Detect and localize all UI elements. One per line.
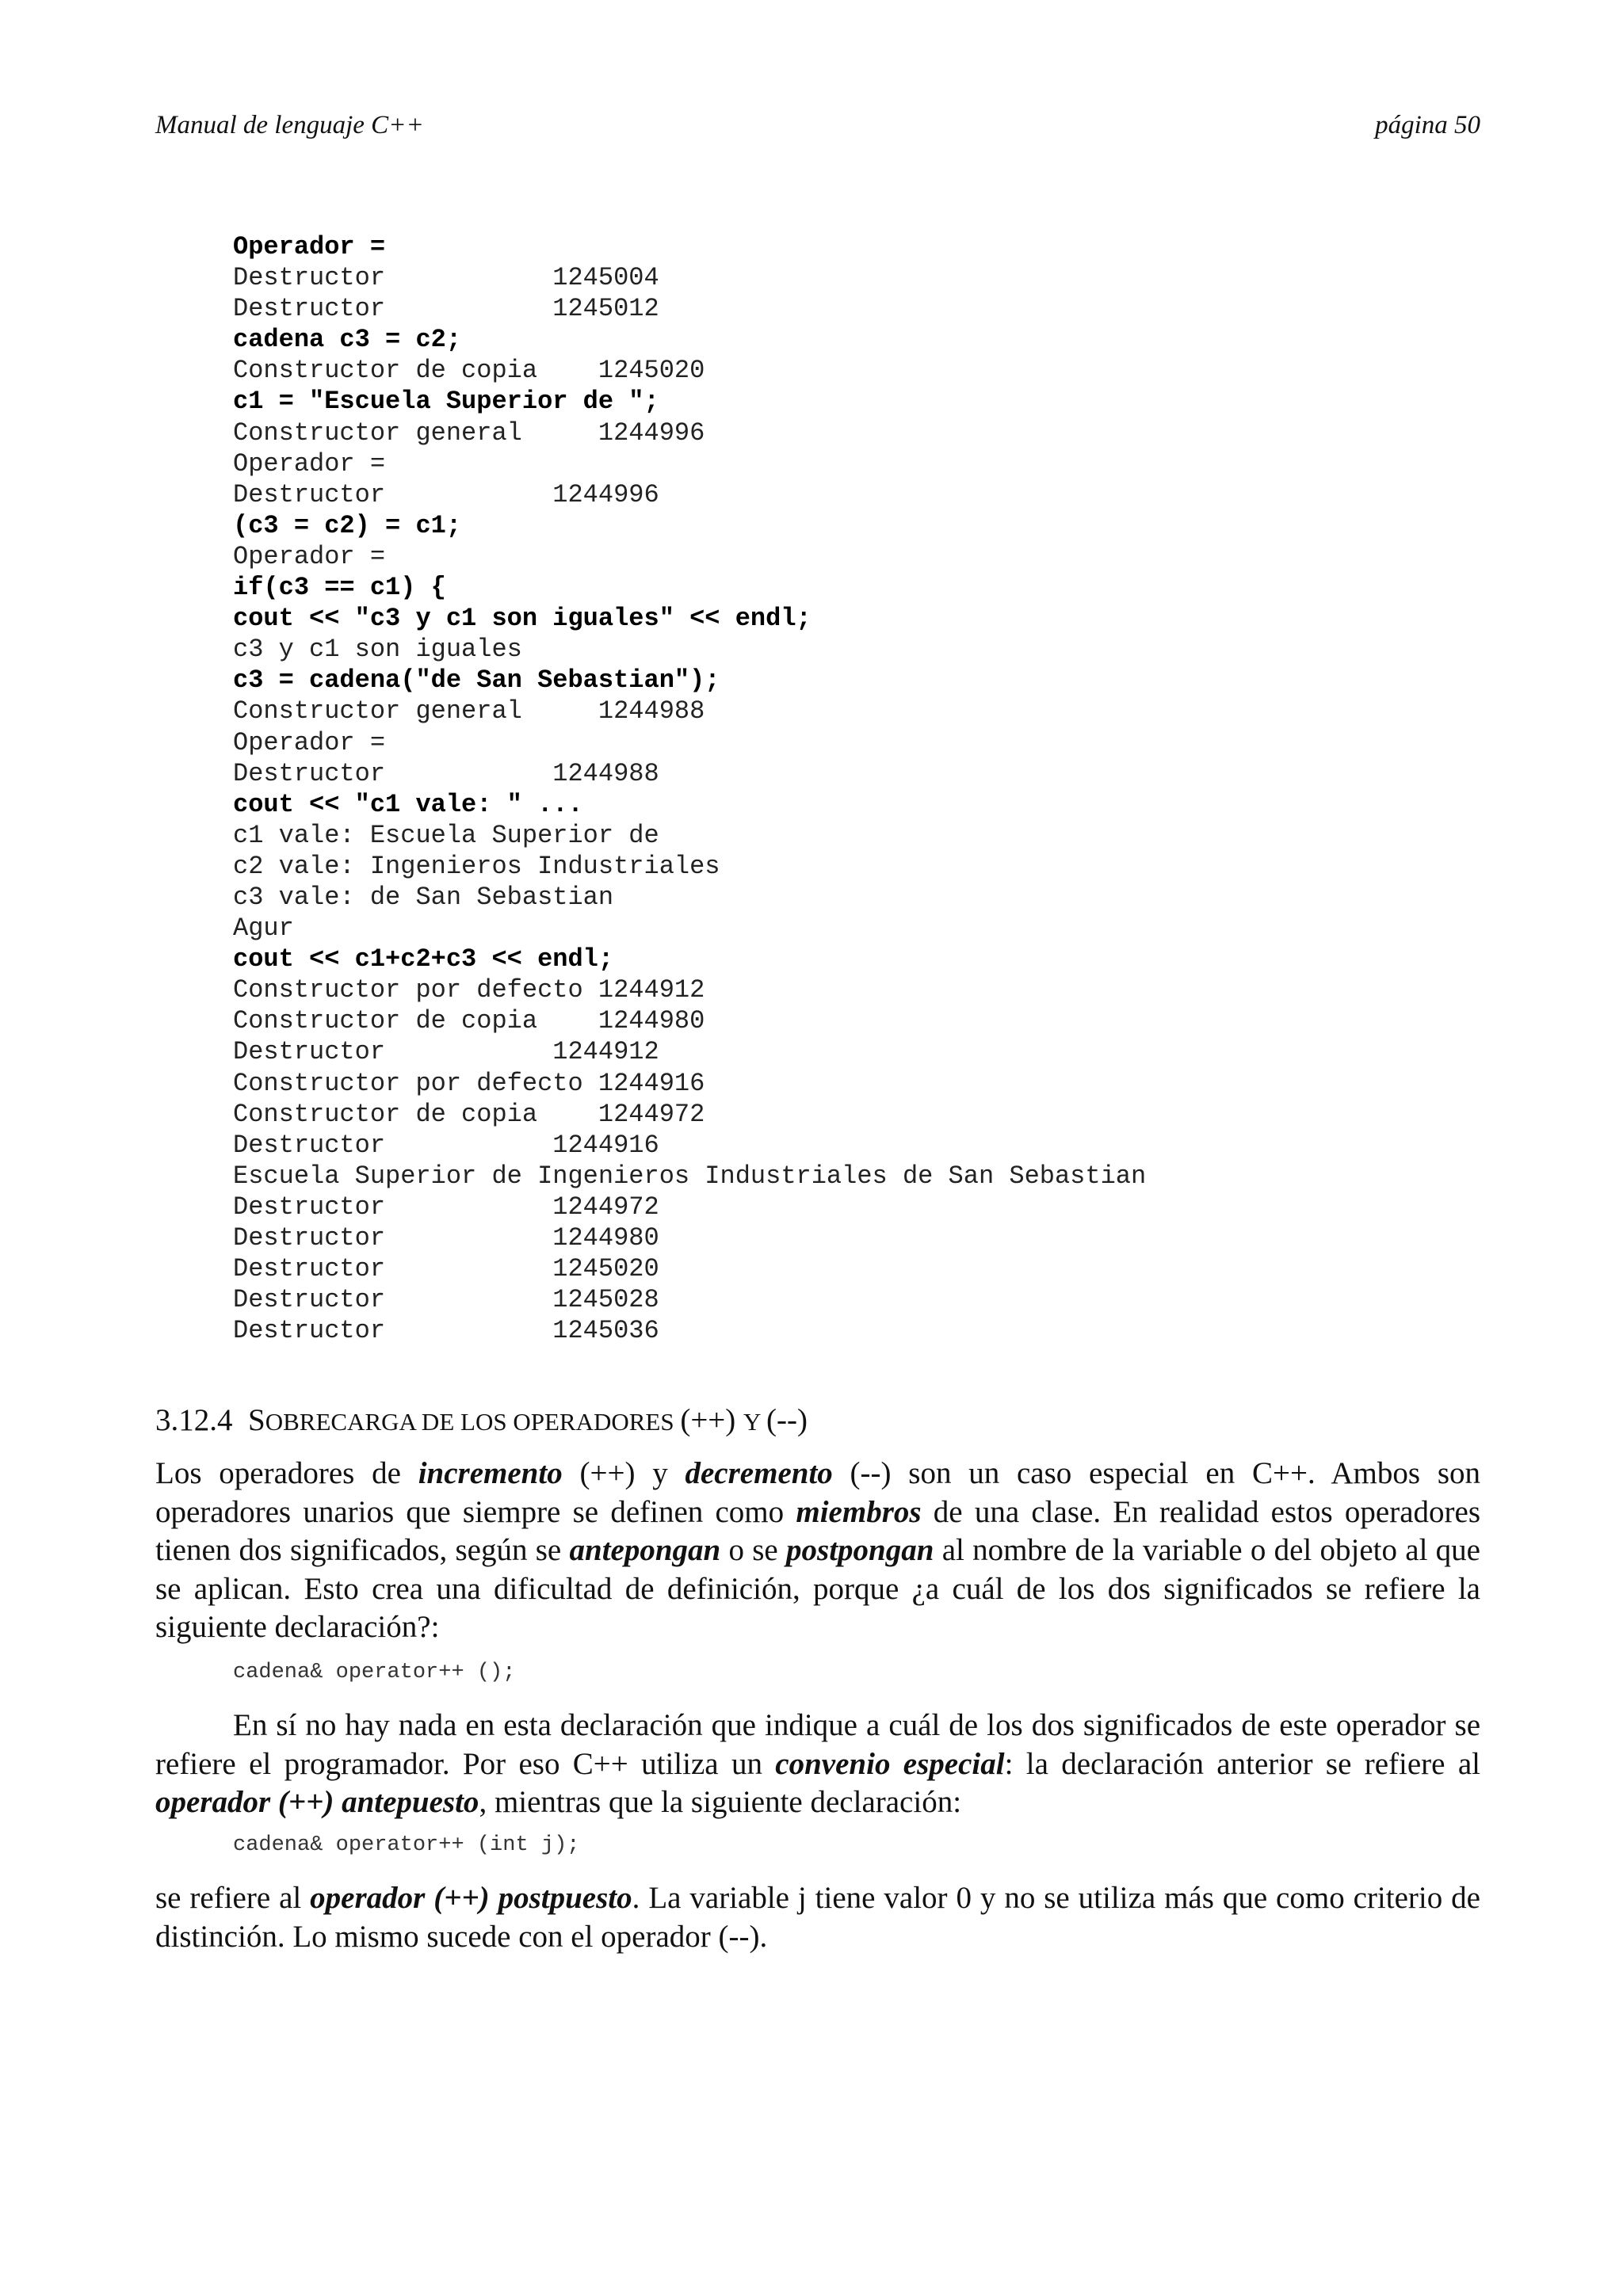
code-statement-line: if(c3 == c1) { — [233, 573, 446, 603]
program-output-line: Constructor de copia 1244980 — [233, 1006, 705, 1036]
program-output-line: Constructor por defecto 1244912 — [233, 975, 705, 1005]
program-output-line: c3 y c1 son iguales — [233, 635, 522, 665]
emphasized-term: antepongan — [569, 1533, 721, 1567]
code-statement-line: Operador = — [233, 232, 386, 261]
program-output-line: Destructor 1245012 — [233, 294, 659, 324]
program-output-line: Operador = — [233, 448, 386, 479]
code-statement-line: c3 = cadena("de San Sebastian"); — [233, 666, 720, 696]
program-output-line: Destructor 1244912 — [233, 1037, 659, 1067]
code-statement-line: cout << "c1 vale: " ... — [233, 789, 583, 819]
program-output-line: Destructor 1245028 — [233, 1285, 659, 1315]
program-output-line: c1 vale: Escuela Superior de — [233, 820, 659, 850]
program-output-line: Destructor 1244972 — [233, 1192, 659, 1222]
program-output-line: Constructor general 1244996 — [233, 418, 705, 448]
code-statement-line: cout << "c3 y c1 son iguales" << endl; — [233, 604, 812, 634]
code-snippet-prefix-declaration: cadena& operator++ (); — [233, 1661, 516, 1684]
program-output-line: Destructor 1244988 — [233, 758, 659, 788]
program-output-line: Constructor general 1244988 — [233, 696, 705, 727]
program-output-listing — [233, 231, 1146, 1346]
code-statement-line: cout << c1+c2+c3 << endl; — [233, 944, 614, 974]
section-title-part: OBRECARGA DE LOS OPERADORES — [265, 1408, 681, 1436]
running-header — [155, 111, 1480, 140]
code-statement-line: (c3 = c2) = c1; — [233, 510, 462, 540]
program-output-line: Operador = — [233, 541, 386, 571]
emphasized-term: incremento — [418, 1456, 563, 1490]
section-number: 3.12.4 — [155, 1403, 233, 1437]
program-output-line: Constructor de copia 1245020 — [233, 356, 705, 386]
paragraph-postfix-operator — [155, 1879, 1480, 1956]
program-output-line: Escuela Superior de Ingenieros Industriales de San Sebastian — [233, 1161, 1147, 1191]
code-statement-line: c1 = "Escuela Superior de "; — [233, 387, 659, 417]
emphasized-term: decremento — [685, 1456, 833, 1490]
text-run: En sí no hay nada en esta declaración que indique a cuál de los dos significados de este operador se refiere el programador. Por eso C++ utiliza un — [155, 1708, 1480, 1781]
header-title: Manual de lenguaje C++ — [155, 111, 424, 139]
program-output-line: Destructor 1244916 — [233, 1130, 659, 1160]
program-output-line: Destructor 1244980 — [233, 1223, 659, 1253]
program-output-line: Constructor de copia 1244972 — [233, 1099, 705, 1129]
text-run: se refiere al — [155, 1881, 311, 1915]
emphasized-term: operador (++) antepuesto — [155, 1785, 479, 1819]
text-run: , mientras que la siguiente declaración: — [479, 1785, 962, 1819]
section-title — [248, 1403, 808, 1437]
text-run: Los operadores de — [155, 1456, 418, 1490]
program-output-line: Destructor 1245036 — [233, 1316, 659, 1346]
text-run: al nombre de la variable o del objeto al que se aplican. Esto crea una dificultad de definición, porque ¿a cuál de los dos significados se refiere la siguiente declaración?: — [155, 1533, 1480, 1644]
header-page-number: página 50 — [1375, 111, 1480, 139]
emphasized-term: miembros — [796, 1494, 922, 1529]
emphasized-term: operador (++) postpuesto — [310, 1881, 632, 1915]
program-output-line: Constructor por defecto 1244916 — [233, 1068, 705, 1098]
program-output-line: c3 vale: de San Sebastian — [233, 882, 614, 912]
program-output-line: Agur — [233, 913, 294, 944]
section-title-part: Y — [743, 1408, 767, 1436]
paragraph-special-convention — [155, 1707, 1480, 1822]
text-run: (--) son un caso especial en C++. Ambos son operadores unarios que siempre se definen como — [155, 1456, 1480, 1529]
program-output-line: Destructor 1245004 — [233, 263, 659, 293]
emphasized-term: postpongan — [786, 1533, 934, 1567]
text-run: (++) y — [562, 1456, 685, 1490]
section-title-part: (--) — [766, 1403, 808, 1437]
program-output-line: Operador = — [233, 727, 386, 757]
section-title-part: (++) — [680, 1403, 744, 1437]
program-output-line: Destructor 1245020 — [233, 1254, 659, 1284]
text-run: : la declaración anterior se refiere al — [1004, 1746, 1480, 1781]
text-run: . La variable j tiene valor 0 y no se utiliza más que como criterio de distinción. Lo mismo sucede con el operador (--). — [155, 1881, 1480, 1954]
section-title-part: S — [248, 1403, 265, 1437]
program-output-line: Destructor 1244996 — [233, 479, 659, 509]
section-heading — [155, 1402, 808, 1438]
text-run: o se — [720, 1533, 787, 1567]
program-output-line: c2 vale: Ingenieros Industriales — [233, 851, 720, 881]
code-snippet-postfix-declaration: cadena& operator++ (int j); — [233, 1833, 580, 1857]
text-run: de una clase. En realidad estos operadores tienen dos significados, según se — [155, 1494, 1480, 1567]
paragraph-increment-decrement — [155, 1455, 1480, 1647]
emphasized-term: convenio especial — [775, 1746, 1005, 1781]
code-statement-line: cadena c3 = c2; — [233, 325, 462, 355]
